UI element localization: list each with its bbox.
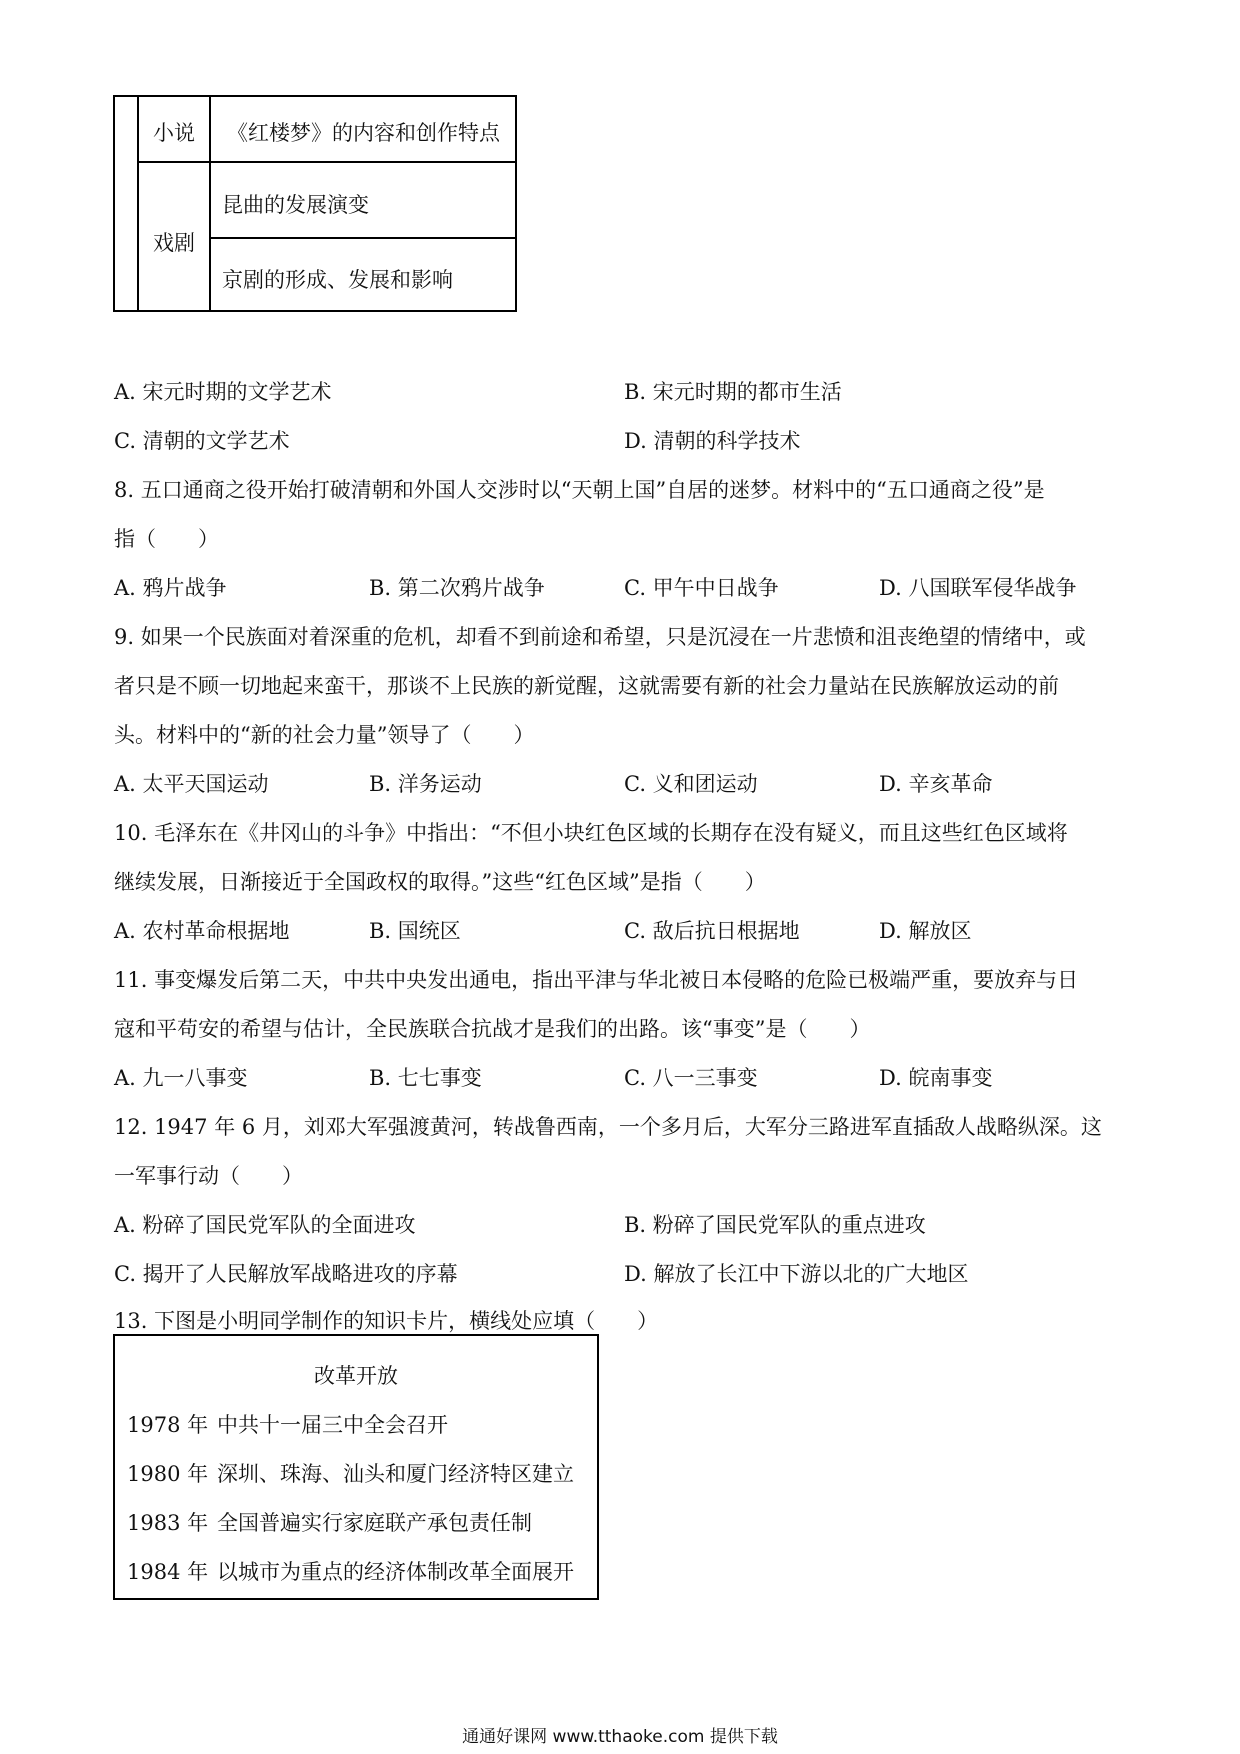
card-row-event: 以城市为重点的经济体制改革全面展开 [217, 1560, 574, 1584]
q10-option-d: D. 解放区 [879, 919, 972, 943]
table-cell-category: 小说 [153, 121, 195, 145]
q11-option-b: B. 七七事变 [369, 1066, 482, 1090]
knowledge-card [113, 1334, 599, 1600]
question-7-table [113, 95, 517, 312]
q11-option-a: A. 九一八事变 [114, 1066, 248, 1090]
table-divider [209, 97, 211, 310]
q9-option-b: B. 洋务运动 [369, 772, 482, 796]
card-row-event: 深圳、珠海、汕头和厦门经济特区建立 [217, 1462, 574, 1486]
card-row-year: 1984 年 [127, 1560, 209, 1584]
q12-stem-line: 一军事行动（ ） [114, 1164, 303, 1188]
q10-stem-line: 继续发展，日渐接近于全国政权的取得。”这些“红色区域”是指（ ） [114, 870, 766, 894]
card-row-event: 中共十一届三中全会召开 [217, 1413, 448, 1437]
q9-option-a: A. 太平天国运动 [114, 772, 269, 796]
table-cell-content: 《红楼梦》的内容和创作特点 [227, 121, 500, 145]
q12-option-b: B. 粉碎了国民党军队的重点进攻 [624, 1213, 926, 1237]
q10-option-c: C. 敌后抗日根据地 [624, 919, 800, 943]
q12-stem-line: 12. 1947 年 6 月，刘邓大军强渡黄河，转战鲁西南，一个多月后，大军分三路进军直插敌人战略纵深。这 [114, 1115, 1102, 1139]
q7-option-b: B. 宋元时期的都市生活 [624, 380, 842, 404]
q9-option-c: C. 义和团运动 [624, 772, 758, 796]
q11-stem-line: 寇和平苟安的希望与估计，全民族联合抗战才是我们的出路。该“事变”是（ ） [114, 1017, 871, 1041]
q10-option-a: A. 农村革命根据地 [114, 919, 290, 943]
q11-option-c: C. 八一三事变 [624, 1066, 758, 1090]
q12-option-d: D. 解放了长江中下游以北的广大地区 [624, 1262, 969, 1286]
q10-option-b: B. 国统区 [369, 919, 461, 943]
q10-stem-line: 10. 毛泽东在《井冈山的斗争》中指出：“不但小块红色区域的长期存在没有疑义，而且这些红色区域将 [114, 821, 1068, 845]
q11-option-d: D. 皖南事变 [879, 1066, 993, 1090]
card-row-year: 1983 年 [127, 1511, 209, 1535]
q12-option-c: C. 揭开了人民解放军战略进攻的序幕 [114, 1262, 458, 1286]
card-row [127, 1507, 532, 1537]
q8-stem-line: 指（ ） [114, 527, 219, 551]
table-cell-category: 戏剧 [153, 231, 195, 255]
q12-option-a: A. 粉碎了国民党军队的全面进攻 [114, 1213, 416, 1237]
q8-option-d: D. 八国联军侵华战争 [879, 576, 1077, 600]
card-row-year: 1980 年 [127, 1462, 209, 1486]
card-row-year: 1978 年 [127, 1413, 209, 1437]
card-title: 改革开放 [314, 1364, 398, 1388]
card-row [127, 1409, 448, 1439]
table-divider [137, 97, 139, 310]
q7-option-d: D. 清朝的科学技术 [624, 429, 801, 453]
card-row-event: 全国普遍实行家庭联产承包责任制 [217, 1511, 532, 1535]
table-cell-content: 京剧的形成、发展和影响 [222, 268, 453, 292]
q8-option-b: B. 第二次鸦片战争 [369, 576, 545, 600]
q9-stem-line: 者只是不顾一切地起来蛮干，那谈不上民族的新觉醒，这就需要有新的社会力量站在民族解放运动的前 [114, 674, 1059, 698]
q8-option-a: A. 鸦片战争 [114, 576, 227, 600]
q13-stem-line: 13. 下图是小明同学制作的知识卡片，横线处应填（ ） [114, 1309, 659, 1333]
card-row [127, 1556, 574, 1586]
table-divider [209, 237, 515, 239]
q9-option-d: D. 辛亥革命 [879, 772, 993, 796]
q9-stem-line: 9. 如果一个民族面对着深重的危机，却看不到前途和希望，只是沉浸在一片悲愤和沮丧绝望的情绪中，或 [114, 625, 1086, 649]
q7-option-a: A. 宋元时期的文学艺术 [114, 380, 332, 404]
q8-option-c: C. 甲午中日战争 [624, 576, 779, 600]
q11-stem-line: 11. 事变爆发后第二天，中共中央发出通电，指出平津与华北被日本侵略的危险已极端严重，要放弃与日 [114, 968, 1079, 992]
q7-option-c: C. 清朝的文学艺术 [114, 429, 290, 453]
table-cell-content: 昆曲的发展演变 [222, 193, 369, 217]
table-divider [137, 161, 515, 163]
page-footer: 通通好课网 www.tthaoke.com 提供下载 [462, 1727, 778, 1747]
card-row [127, 1458, 574, 1488]
q9-stem-line: 头。材料中的“新的社会力量”领导了（ ） [114, 723, 535, 747]
q8-stem-line: 8. 五口通商之役开始打破清朝和外国人交涉时以“天朝上国”自居的迷梦。材料中的“五口通商之役”是 [114, 478, 1045, 502]
